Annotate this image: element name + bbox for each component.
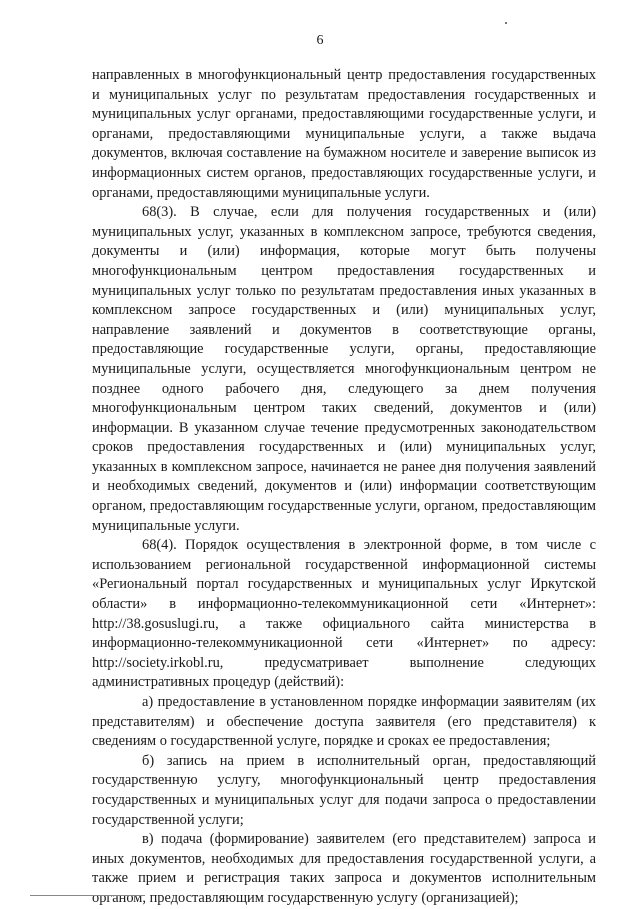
scan-speck [505, 22, 507, 24]
footnote-divider [30, 895, 145, 896]
list-item-v: в) подача (формирование) заявителем (его представителем) запроса и иных документов, необходимых для предоставления государственной услуги, а также прием и регистрация таких запроса и документов исполнительным органом, предоставляющим государственную услугу (организацией); [92, 831, 596, 906]
page-number: 6 [316, 33, 324, 48]
list-item-a: а) предоставление в установленном порядке информации заявителям (их представителям) и обеспечение доступа заявителя (его представителя) к сведениям о государственной услуге, порядке и сроках ее предоставления; [92, 694, 596, 750]
paragraph-continuation: направленных в многофункциональный центр предоставления государственных и муниципальных услуг по результатам предоставления государственных и муниципальных услуг органами, предоставляющими государственные услуги, и органами, предоставляющими муниципальные услуги, а также выдача документов, включая составление на бумажном носителе и заверение выписок из информационных систем органов, предоставляющих государственные услуги, и органами, предоставляющими муниципальные услуги. [92, 67, 596, 201]
paragraph-68-4: 68(4). Порядок осуществления в электронной форме, в том числе с использованием региональной государственной информационной системы «Региональный портал государственных и муниципальных услуг Иркутской области» в информационно-телекоммуникационной сети «Интернет»: http://38.gosuslugi.ru, а также официального сайта министерства в информационно-телекоммуникационной сети «Интернет» по адресу: http://society.irkobl.ru, предусматривает выполнение следующих административных процедур (действий): [92, 537, 596, 691]
list-item-b: б) запись на прием в исполнительный орган, предоставляющий государственную услугу, многофункциональный центр предоставления государственных и муниципальных услуг для подачи запроса о предоставлении государственной услуги; [92, 752, 596, 828]
document-body [92, 66, 596, 909]
paragraph-68-3: 68(3). В случае, если для получения государственных и (или) муниципальных услуг, указанных в комплексном запросе, требуются сведения, документы и (или) информация, которые могут быть получены многофункциональным центром предоставления государственных и муниципальных услуг только по результатам предоставления иных указанных в комплексном запросе государственных и (или) муниципальных услуг, направление заявлений и документов в соответствующие органы, предоставляющие государственные услуги, органы, предоставляющие муниципальные услуги, осуществляется многофункциональным центром не позднее одного рабочего дня, следующего за днем получения многофункциональным центром таких сведений, документов и (или) информации. В указанном случае течение предусмотренных законодательством сроков предоставления государственных и (или) муниципальных услуг, указанных в комплексном запросе, начинается не ранее дня получения заявлений и необходимых сведений, документов и (или) информации соответствующим органом, предоставляющим государственные услуги, органом, предоставляющим муниципальные услуги. [92, 204, 596, 534]
